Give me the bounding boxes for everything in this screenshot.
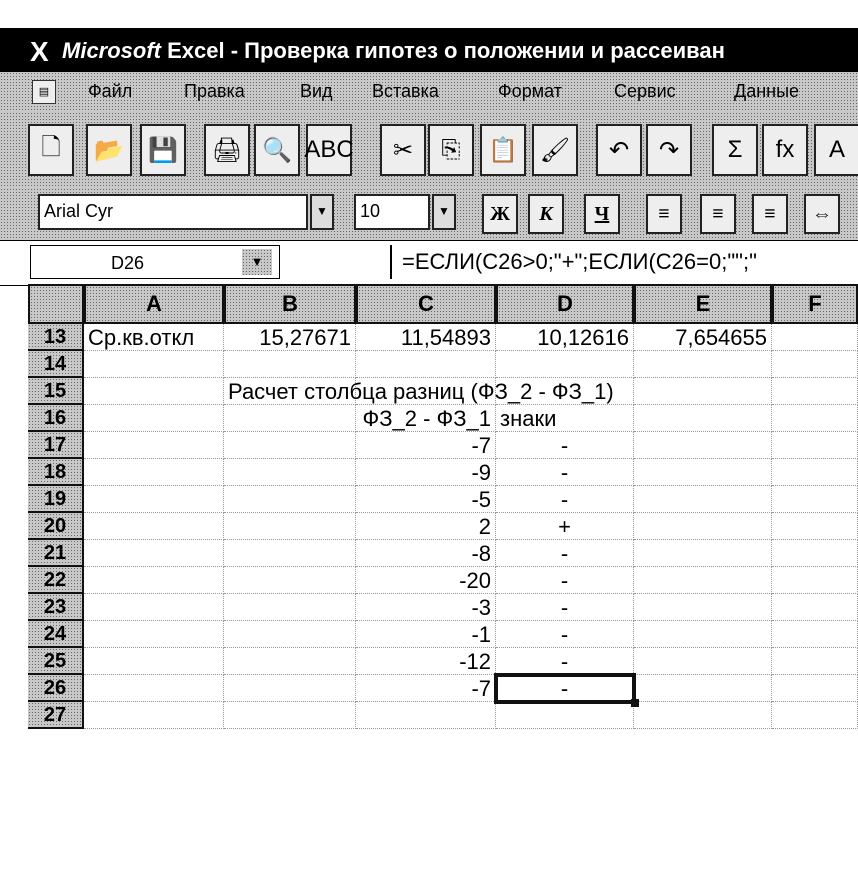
cell-a23[interactable] [84, 594, 224, 621]
cell-b22[interactable] [224, 567, 356, 594]
cell-d25[interactable]: - [496, 648, 634, 675]
row-header-22[interactable]: 22 [28, 567, 84, 594]
cell-f20[interactable] [772, 513, 858, 540]
cell-f27[interactable] [772, 702, 858, 729]
menu-bar [0, 72, 858, 112]
bold-button[interactable]: Ж [482, 194, 518, 234]
cell-e26[interactable] [634, 675, 772, 702]
cell-a15[interactable] [84, 378, 224, 405]
new-icon[interactable]: 🗋 [28, 124, 74, 176]
row-header-27[interactable]: 27 [28, 702, 84, 729]
document-icon[interactable]: ▤ [32, 80, 56, 104]
cell-b14[interactable] [224, 351, 356, 378]
cell-e18[interactable] [634, 459, 772, 486]
row-header-18[interactable]: 18 [28, 459, 84, 486]
cell-e15[interactable] [634, 378, 772, 405]
cell-c25[interactable]: -12 [356, 648, 496, 675]
menu-insert[interactable]: Вставка [372, 81, 439, 101]
cell-f18[interactable] [772, 459, 858, 486]
cell-f14[interactable] [772, 351, 858, 378]
menu-view[interactable]: Вид [300, 81, 333, 101]
cell-e14[interactable] [634, 351, 772, 378]
cell-d27[interactable] [496, 702, 634, 729]
name-box[interactable]: D26 [30, 245, 280, 279]
font-size-select[interactable]: 10 [354, 194, 430, 230]
column-header-c[interactable]: C [356, 284, 496, 324]
cell-d19[interactable]: - [496, 486, 634, 513]
cell-e21[interactable] [634, 540, 772, 567]
cell-b26[interactable] [224, 675, 356, 702]
row-header-17[interactable]: 17 [28, 432, 84, 459]
cell-e27[interactable] [634, 702, 772, 729]
cell-f15[interactable] [772, 378, 858, 405]
name-box-dropdown-icon[interactable]: ▼ [242, 249, 272, 275]
window-title [62, 38, 725, 64]
cell-d16[interactable]: знаки [496, 405, 634, 432]
sort-ascending-icon[interactable]: A [814, 124, 858, 176]
active-cell-selection[interactable] [494, 673, 636, 704]
cell-e13[interactable]: 7,654655 [634, 324, 772, 351]
cell-f17[interactable] [772, 432, 858, 459]
cell-e22[interactable] [634, 567, 772, 594]
function-icon[interactable]: fx [762, 124, 808, 176]
print-preview-icon[interactable]: 🔍 [254, 124, 300, 176]
font-name-dropdown-icon[interactable]: ▼ [310, 194, 334, 230]
title-bar [0, 28, 858, 72]
cell-c20[interactable]: 2 [356, 513, 496, 540]
italic-button[interactable]: К [528, 194, 564, 234]
cell-a26[interactable] [84, 675, 224, 702]
align-left-icon[interactable]: ≡ [646, 194, 682, 234]
cell-c13[interactable]: 11,54893 [356, 324, 496, 351]
spreadsheet-grid [0, 284, 858, 870]
cell-b25[interactable] [224, 648, 356, 675]
copy-icon[interactable]: ⎘ [428, 124, 474, 176]
cell-b20[interactable] [224, 513, 356, 540]
cell-f22[interactable] [772, 567, 858, 594]
title-brand: Microsoft [62, 38, 161, 63]
cell-e17[interactable] [634, 432, 772, 459]
save-icon[interactable]: 💾 [140, 124, 186, 176]
align-center-icon[interactable]: ≡ [700, 194, 736, 234]
cell-c16[interactable]: ФЗ_2 - ФЗ_1 [356, 405, 496, 432]
cell-f13[interactable] [772, 324, 858, 351]
cell-b15[interactable]: Расчет столбца разниц (ФЗ_2 - ФЗ_1) [224, 378, 356, 405]
menu-format[interactable]: Формат [498, 81, 562, 101]
merge-center-icon[interactable]: ⇔ [804, 194, 840, 234]
cell-c24[interactable]: -1 [356, 621, 496, 648]
cell-a20[interactable] [84, 513, 224, 540]
cell-c14[interactable] [356, 351, 496, 378]
cell-d26[interactable]: - [496, 675, 634, 702]
autosum-icon[interactable]: Σ [712, 124, 758, 176]
row-header-25[interactable]: 25 [28, 648, 84, 675]
menu-file[interactable]: Файл [88, 81, 133, 101]
cell-d18[interactable]: - [496, 459, 634, 486]
row-header-15[interactable]: 15 [28, 378, 84, 405]
cell-d24[interactable]: - [496, 621, 634, 648]
menu-edit[interactable]: Правка [184, 81, 245, 101]
cell-c22[interactable]: -20 [356, 567, 496, 594]
cell-d20[interactable]: + [496, 513, 634, 540]
cell-a17[interactable] [84, 432, 224, 459]
column-header-f[interactable]: F [772, 284, 858, 324]
cell-c23[interactable]: -3 [356, 594, 496, 621]
row-header-16[interactable]: 16 [28, 405, 84, 432]
formatting-toolbar [0, 188, 858, 240]
cell-e25[interactable] [634, 648, 772, 675]
column-header-a[interactable]: A [84, 284, 224, 324]
row-header-13[interactable]: 13 [28, 324, 84, 351]
cell-c19[interactable]: -5 [356, 486, 496, 513]
cell-c27[interactable] [356, 702, 496, 729]
row-header-26[interactable]: 26 [28, 675, 84, 702]
cell-a25[interactable] [84, 648, 224, 675]
font-size-dropdown-icon[interactable]: ▼ [432, 194, 456, 230]
cell-e16[interactable] [634, 405, 772, 432]
row-header-19[interactable]: 19 [28, 486, 84, 513]
cell-d17[interactable]: - [496, 432, 634, 459]
cell-a14[interactable] [84, 351, 224, 378]
cell-b17[interactable] [224, 432, 356, 459]
open-icon[interactable]: 📂 [86, 124, 132, 176]
excel-logo-icon: X [30, 36, 49, 67]
cell-a13[interactable]: Ср.кв.откл [84, 324, 224, 351]
cell-c17[interactable]: -7 [356, 432, 496, 459]
title-document: Excel - Проверка гипотез о положении и рассеиван [161, 38, 725, 63]
cell-b18[interactable] [224, 459, 356, 486]
cell-f19[interactable] [772, 486, 858, 513]
cell-d14[interactable] [496, 351, 634, 378]
select-all-corner[interactable] [28, 284, 84, 324]
cell-f26[interactable] [772, 675, 858, 702]
cell-f25[interactable] [772, 648, 858, 675]
cell-e19[interactable] [634, 486, 772, 513]
menu-tools[interactable]: Сервис [614, 81, 676, 101]
row-header-24[interactable]: 24 [28, 621, 84, 648]
formula-bar [0, 240, 858, 286]
font-name-select[interactable]: Arial Cyr [38, 194, 308, 230]
cell-f16[interactable] [772, 405, 858, 432]
standard-toolbar [0, 112, 858, 188]
cell-f24[interactable] [772, 621, 858, 648]
cell-c21[interactable]: -8 [356, 540, 496, 567]
undo-icon[interactable]: ↶ [596, 124, 642, 176]
cell-a19[interactable] [84, 486, 224, 513]
cell-a27[interactable] [84, 702, 224, 729]
cell-d21[interactable]: - [496, 540, 634, 567]
spelling-icon[interactable]: ABC [306, 124, 352, 176]
cell-a18[interactable] [84, 459, 224, 486]
cell-a16[interactable] [84, 405, 224, 432]
cell-d22[interactable]: - [496, 567, 634, 594]
fill-handle[interactable] [631, 699, 639, 707]
cell-f23[interactable] [772, 594, 858, 621]
cell-a24[interactable] [84, 621, 224, 648]
cell-d23[interactable]: - [496, 594, 634, 621]
menu-data[interactable]: Данные [734, 81, 800, 101]
cell-e24[interactable] [634, 621, 772, 648]
cut-icon[interactable]: ✂ [380, 124, 426, 176]
underline-button[interactable]: Ч [584, 194, 620, 234]
redo-icon[interactable]: ↷ [646, 124, 692, 176]
cell-e23[interactable] [634, 594, 772, 621]
format-painter-icon[interactable]: 🖌 [532, 124, 578, 176]
row-header-14[interactable]: 14 [28, 351, 84, 378]
print-icon[interactable]: 🖨 [204, 124, 250, 176]
cell-d13[interactable]: 10,12616 [496, 324, 634, 351]
cell-f21[interactable] [772, 540, 858, 567]
cell-b21[interactable] [224, 540, 356, 567]
column-header-d[interactable]: D [496, 284, 634, 324]
cell-c18[interactable]: -9 [356, 459, 496, 486]
cell-b27[interactable] [224, 702, 356, 729]
cell-a22[interactable] [84, 567, 224, 594]
row-header-20[interactable]: 20 [28, 513, 84, 540]
column-header-e[interactable]: E [634, 284, 772, 324]
cell-e20[interactable] [634, 513, 772, 540]
row-header-21[interactable]: 21 [28, 540, 84, 567]
align-right-icon[interactable]: ≡ [752, 194, 788, 234]
cell-b24[interactable] [224, 621, 356, 648]
cell-b19[interactable] [224, 486, 356, 513]
paste-icon[interactable]: 📋 [480, 124, 526, 176]
cell-b13[interactable]: 15,27671 [224, 324, 356, 351]
cell-b23[interactable] [224, 594, 356, 621]
cell-c26[interactable]: -7 [356, 675, 496, 702]
formula-input[interactable]: =ЕСЛИ(C26>0;"+";ЕСЛИ(C26=0;"";" [390, 245, 858, 279]
cell-b16[interactable] [224, 405, 356, 432]
column-header-b[interactable]: B [224, 284, 356, 324]
cell-a21[interactable] [84, 540, 224, 567]
row-header-23[interactable]: 23 [28, 594, 84, 621]
